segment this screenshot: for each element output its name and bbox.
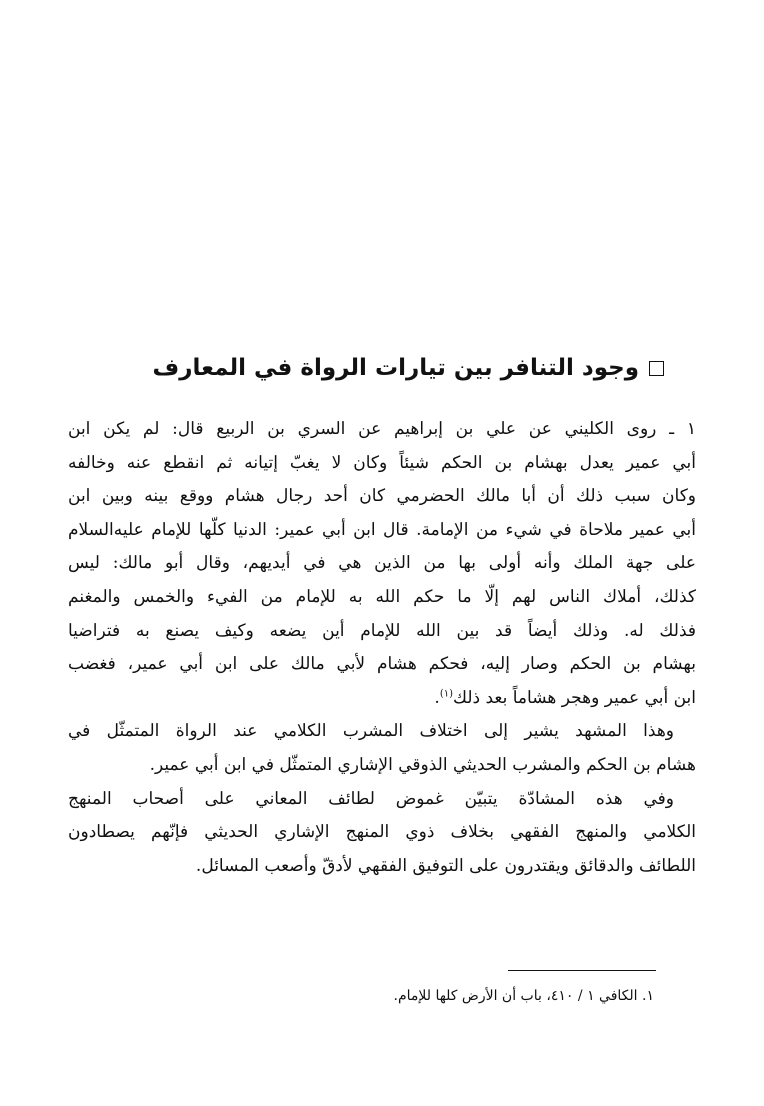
text-line: أبي عمير ملاحاة في شيء من الإمامة. قال ابن أبي عمير: الدنيا كلّها للإمام عليه‌السلام	[68, 519, 696, 540]
text-line: فذلك له. وذلك أيضاً قد بين الله للإمام أين يضعه وكيف يصنع به فتراضيا	[68, 620, 696, 641]
section-heading	[84, 348, 664, 388]
footnote-divider	[508, 970, 656, 971]
text-line: على جهة الملك وأنه أولى بها من الذين هي في أيديهم، وقال أبو مالك: ليس	[68, 553, 696, 574]
section-heading-text: وجود التنافر بين تيارات الرواة في المعارف	[152, 355, 639, 381]
footnote: ١. الكافي ١ / ٤١٠، باب أن الأرض كلها للإمام.	[393, 988, 654, 1004]
text-line: بهشام بن الحكم وصار إليه، فحكم هشام لأبي مالك على ابن أبي عمير، فغضب	[68, 654, 696, 675]
text-line: هشام بن الحكم والمشرب الحديثي الذوقي الإشاري المتمثّل في ابن أبي عمير.	[149, 754, 696, 775]
text-line: أبي عمير يعدل بهشام بن الحكم شيئاً وكان لا يغبّ إتيانه ثم انقطع عنه وخالفه	[68, 452, 696, 473]
footnote-reference: (١)	[439, 688, 454, 700]
text-line: ابن أبي عمير وهجر هشاماً بعد ذلك$^{(١)}$.	[434, 687, 696, 708]
body-text	[68, 413, 696, 883]
text-line-content: ابن أبي عمير وهجر هشاماً بعد ذلك	[453, 687, 696, 708]
text-line: وفي هذه المشادّة يتبيّن غموض لطائف المعاني على أصحاب المنهج	[68, 788, 674, 809]
text-line: اللطائف والدقائق ويقتدرون على التوفيق الفقهي لأدقّ وأصعب المسائل.	[195, 855, 696, 876]
text-line: الكلامي والمنهج الفقهي بخلاف ذوي المنهج الإشاري الحديثي فإنّهم يصطادون	[68, 822, 696, 843]
text-line: وكان سبب ذلك أن أبا مالك الحضرمي كان أحد رجال هشام ووقع بينه وبين ابن	[68, 486, 696, 507]
text-line: وهذا المشهد يشير إلى اختلاف المشرب الكلامي عند الرواة المتمثّل في	[68, 721, 674, 742]
text-line: ١ ـ روى الكليني عن علي بن إبراهيم عن السري بن الربيع قال: لم يكن ابن	[68, 419, 696, 439]
square-marker-icon	[649, 361, 664, 376]
text-line: كذلك، أملاك الناس لهم إلّا ما حكم الله به للإمام من الفيء والخمس والمغنم	[68, 586, 696, 607]
